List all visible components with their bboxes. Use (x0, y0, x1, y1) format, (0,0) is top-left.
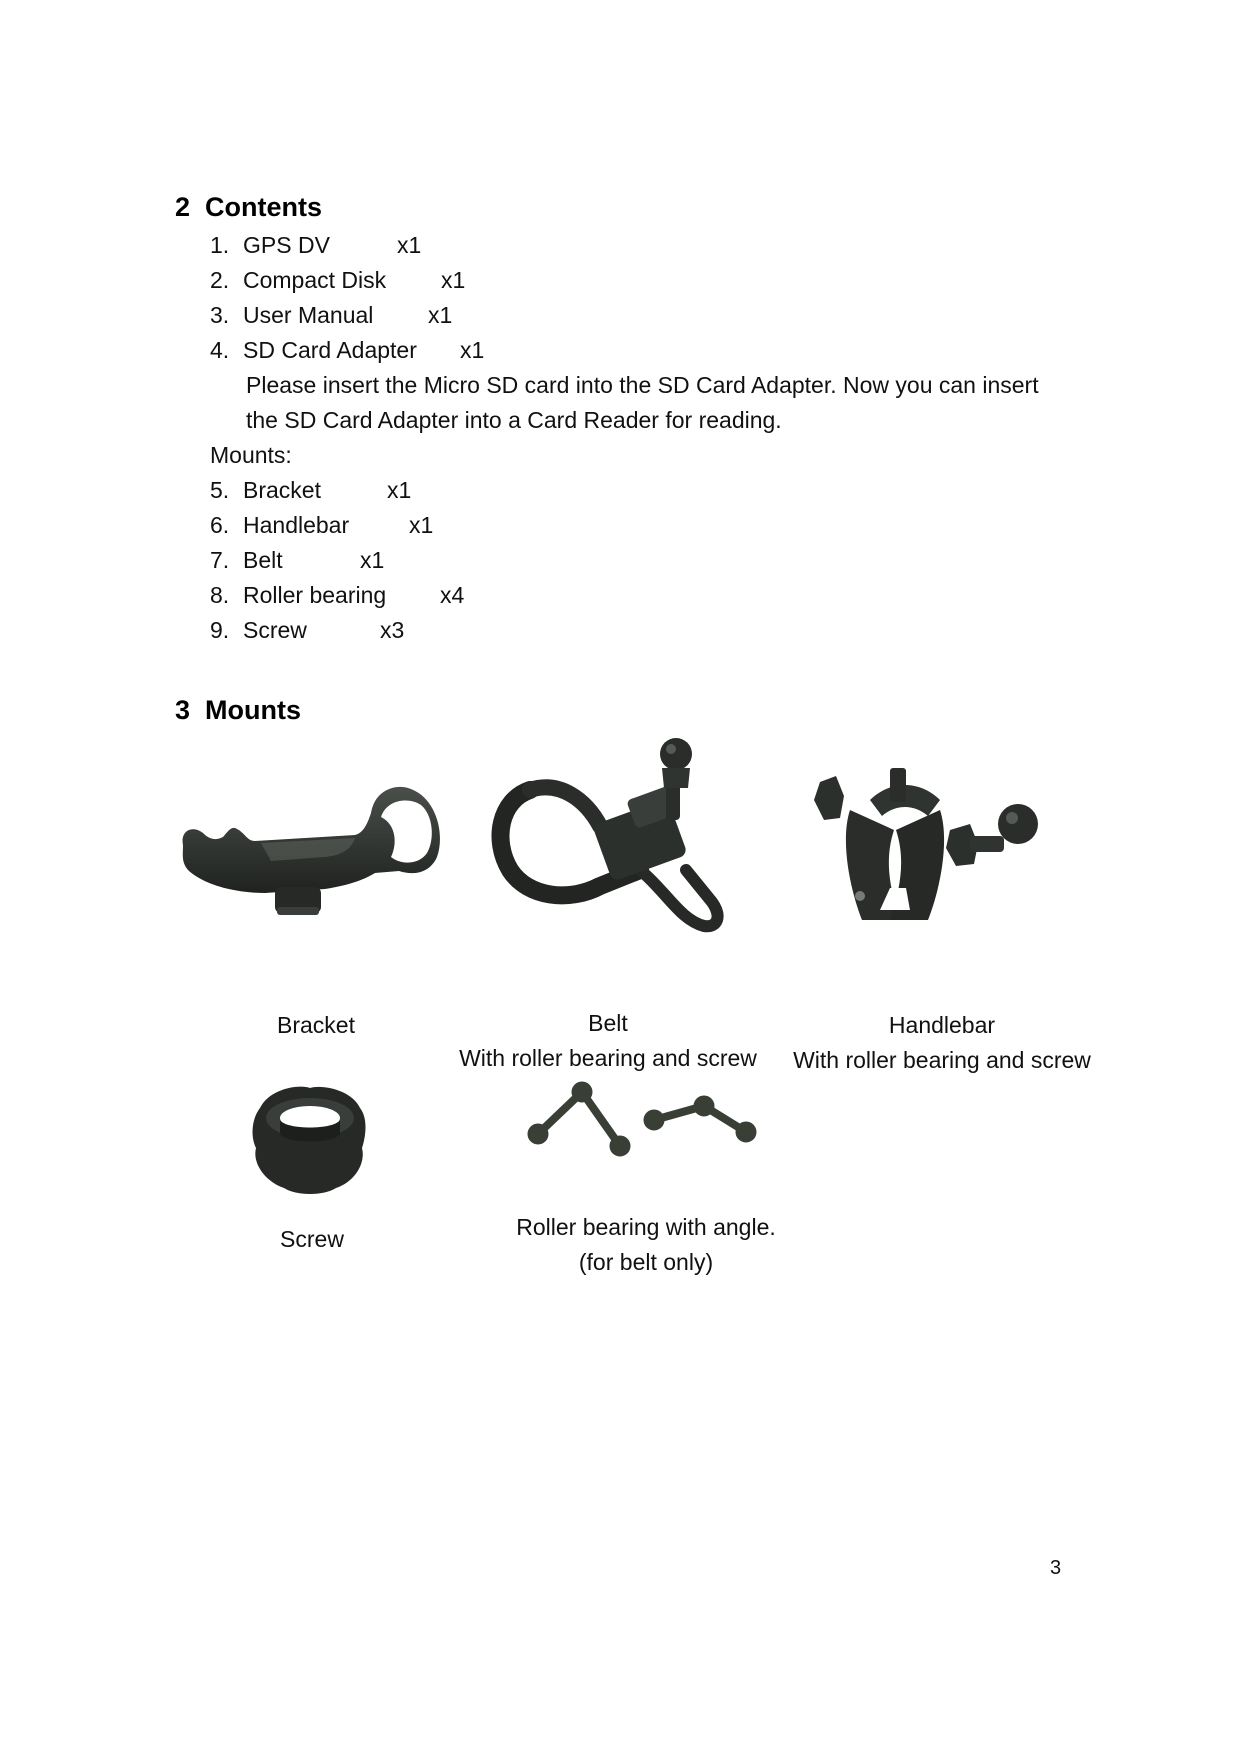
mounts-label-text: Mounts: (210, 442, 292, 468)
section-title: Contents (205, 192, 322, 222)
sd-card-note (246, 368, 1039, 438)
item-quantity: x1 (441, 267, 466, 293)
bracket-image (175, 775, 455, 925)
item-name: Compact Disk (243, 267, 387, 293)
section-heading-contents (175, 192, 322, 223)
item-quantity: x1 (460, 337, 485, 363)
item-number: 9. (210, 617, 230, 643)
caption-roller-title: Roller bearing with angle. (516, 1214, 776, 1240)
item-number: 7. (210, 547, 230, 573)
item-name: User Manual (243, 302, 374, 328)
caption-roller-bearing (516, 1210, 776, 1280)
item-quantity: x1 (409, 512, 434, 538)
caption-screw (280, 1222, 344, 1257)
item-name: Belt (243, 547, 283, 573)
item-name: Handlebar (243, 512, 350, 538)
item-name: GPS DV (243, 232, 330, 258)
item-name: SD Card Adapter (243, 337, 417, 363)
caption-belt-subtitle: With roller bearing and screw (459, 1045, 757, 1071)
page-number: 3 (1050, 1557, 1062, 1579)
caption-screw-title: Screw (280, 1226, 344, 1252)
item-number: 8. (210, 582, 230, 608)
item-number: 1. (210, 232, 230, 258)
caption-roller-subtitle: (for belt only) (578, 1249, 714, 1275)
item-quantity: x1 (360, 547, 385, 573)
section-title: Mounts (205, 695, 301, 725)
item-number: 2. (210, 267, 230, 293)
item-number: 5. (210, 477, 230, 503)
item-quantity: x1 (397, 232, 422, 258)
caption-belt (459, 1006, 757, 1076)
mounts-label (210, 440, 292, 470)
item-name: Screw (243, 617, 307, 643)
roller-bearing-image (520, 1080, 770, 1170)
screw-image (240, 1078, 380, 1203)
caption-bracket (277, 1008, 355, 1043)
section-number: 2 (175, 192, 191, 222)
item-quantity: x3 (380, 617, 405, 643)
sd-note-line-1: Please insert the Micro SD card into the SD Card Adapter. Now you can insert (246, 372, 1039, 398)
item-number: 6. (210, 512, 230, 538)
item-name: Roller bearing (243, 582, 387, 608)
handlebar-image (810, 760, 1060, 935)
item-quantity: x1 (428, 302, 453, 328)
section-number: 3 (175, 695, 191, 725)
item-number: 3. (210, 302, 230, 328)
item-quantity: x1 (387, 477, 412, 503)
item-name: Bracket (243, 477, 321, 503)
caption-bracket-title: Bracket (277, 1012, 355, 1038)
caption-handlebar-title: Handlebar (888, 1012, 996, 1038)
item-quantity: x4 (440, 582, 465, 608)
item-number: 4. (210, 337, 230, 363)
belt-image (490, 730, 760, 940)
caption-handlebar (793, 1008, 1091, 1078)
sd-note-line-2: the SD Card Adapter into a Card Reader for reading. (246, 407, 782, 433)
caption-handlebar-subtitle: With roller bearing and screw (793, 1047, 1091, 1073)
caption-belt-title: Belt (588, 1010, 628, 1036)
section-heading-mounts (175, 695, 301, 726)
